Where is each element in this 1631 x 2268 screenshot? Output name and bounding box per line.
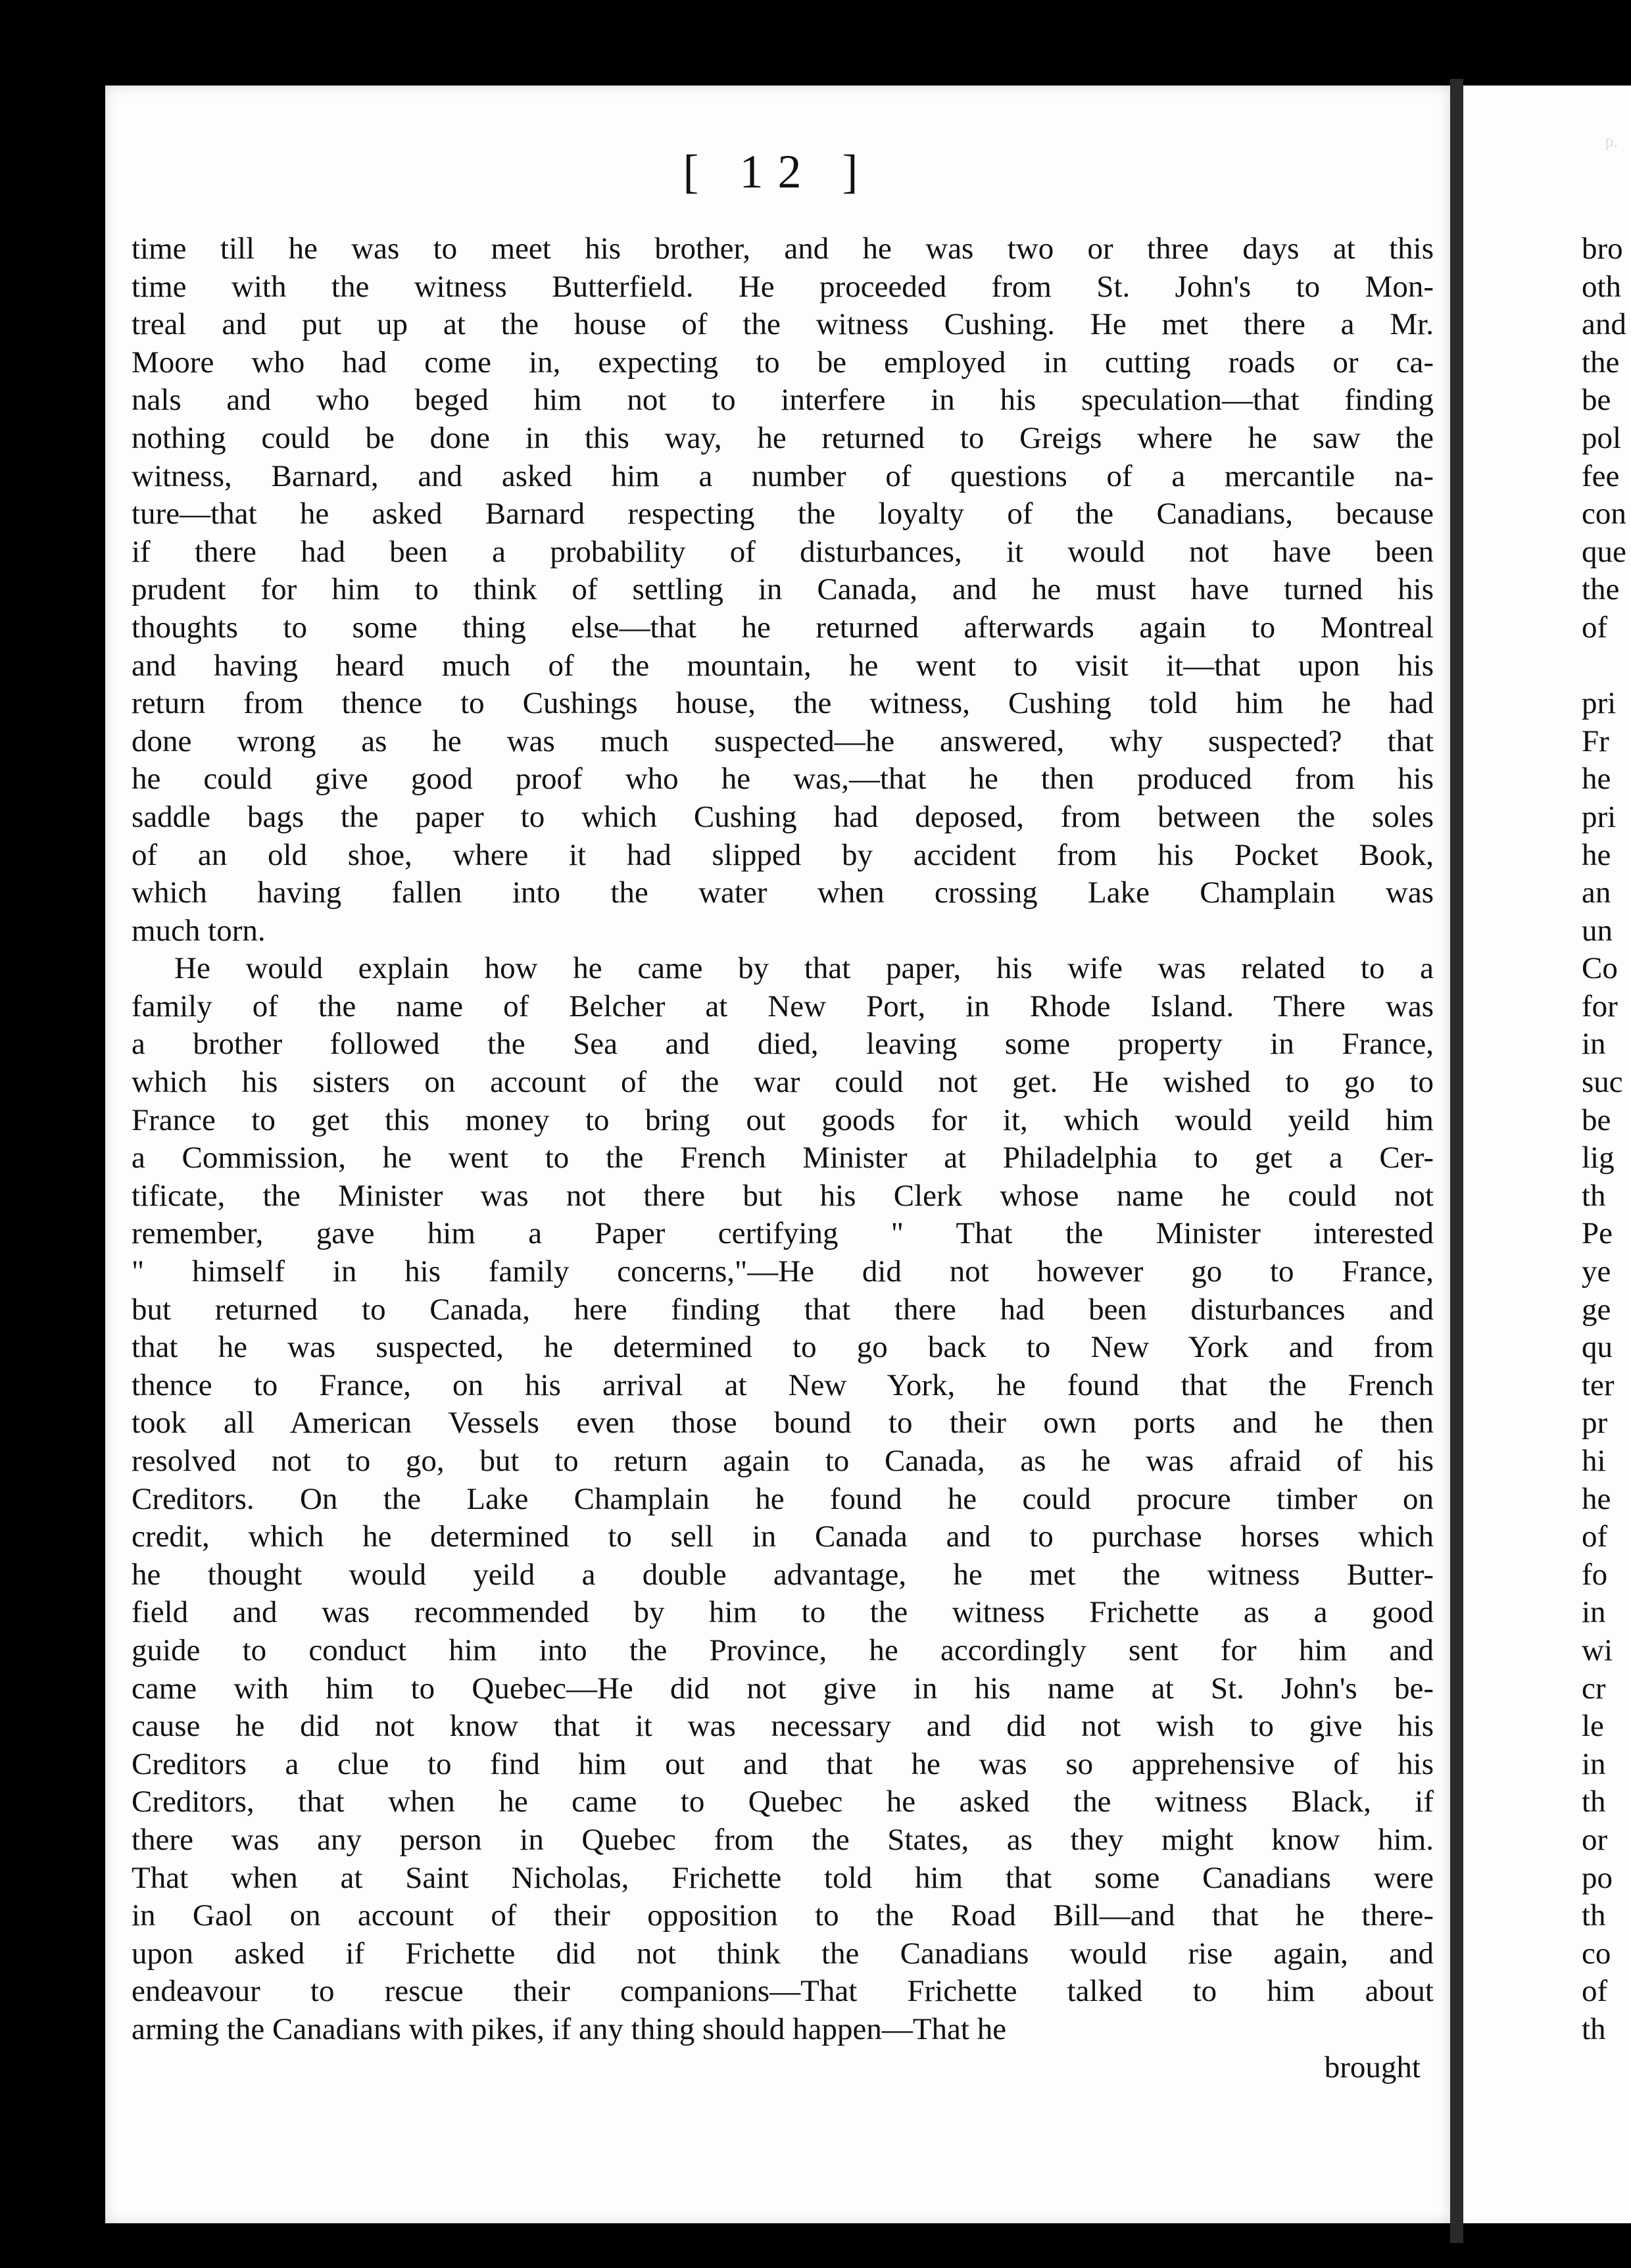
text-line: if there had been a probability of disturbances, it would not have been xyxy=(132,534,1434,569)
right-page-fragment: he xyxy=(1582,837,1611,872)
text-line: time with the witness Butterfield. He proceeded from St. John's to Mon- xyxy=(132,269,1434,304)
text-line: treal and put up at the house of the witness Cushing. He met there a Mr. xyxy=(132,307,1434,342)
text-line: he could give good proof who he was,—that he then produced from his xyxy=(132,762,1434,797)
right-page-fragment: and xyxy=(1582,307,1626,342)
right-page-fragment: an xyxy=(1582,875,1611,910)
right-page-fragment: suc xyxy=(1582,1065,1623,1100)
text-line: upon asked if Frichette did not think the Canadians would rise again, and xyxy=(132,1936,1434,1971)
right-page-fragment: fo xyxy=(1582,1557,1608,1592)
right-page-fragment: of xyxy=(1582,1519,1608,1554)
right-page-fragment: fee xyxy=(1582,458,1620,493)
text-line: endeavour to rescue their companions—That Frichette talked to him about xyxy=(132,1974,1434,2009)
catchword: brought xyxy=(1324,2050,1421,2084)
right-page-fragment: qu xyxy=(1582,1330,1613,1365)
right-page-fragment: un xyxy=(1582,913,1613,948)
right-page-fragment: he xyxy=(1582,762,1611,797)
text-line: field and was recommended by him to the witness Frichette as a good xyxy=(132,1595,1434,1630)
text-line: resolved not to go, but to return again to Canada, as he was afraid of his xyxy=(132,1444,1434,1478)
right-page-fragment: co xyxy=(1582,1936,1611,1971)
right-page-fragment: the xyxy=(1582,572,1620,607)
text-line: which his sisters on account of the war could not get. He wished to go to xyxy=(132,1065,1434,1100)
right-page-fragment: he xyxy=(1582,1481,1611,1516)
right-page-fragment: the xyxy=(1582,345,1620,380)
right-page-fragment: ge xyxy=(1582,1292,1611,1327)
right-page-fragment: th xyxy=(1582,1898,1606,1933)
right-page-fragment: ter xyxy=(1582,1368,1615,1402)
right-page-fragment: que xyxy=(1582,534,1626,569)
text-line: prudent for him to think of settling in Canada, and he must have turned his xyxy=(132,572,1434,607)
text-line: guide to conduct him into the Province, he accordingly sent for him and xyxy=(132,1633,1434,1667)
text-line: saddle bags the paper to which Cushing had deposed, from between the soles xyxy=(132,799,1434,834)
text-line: and having heard much of the mountain, he went to visit it—that upon his xyxy=(132,648,1434,683)
text-line: which having fallen into the water when crossing Lake Champlain was xyxy=(132,875,1434,910)
right-page-fragment: hi xyxy=(1582,1444,1606,1478)
right-page-fragment: lig xyxy=(1582,1141,1615,1175)
text-line: Creditors. On the Lake Champlain he found he could procure timber on xyxy=(132,1481,1434,1516)
right-page-fragment: po xyxy=(1582,1860,1613,1895)
text-line: That when at Saint Nicholas, Frichette told him that some Canadians were xyxy=(132,1860,1434,1895)
text-line: France to get this money to bring out goods for it, which would yeild him xyxy=(132,1102,1434,1137)
text-line: thence to France, on his arrival at New York, he found that the French xyxy=(132,1368,1434,1402)
right-page-fragment: Pe xyxy=(1582,1216,1613,1251)
text-line: He would explain how he came by that paper, his wife was related to a xyxy=(174,951,1434,986)
text-line: took all American Vessels even those bound to their own ports and he then xyxy=(132,1406,1434,1441)
right-page-fragment: pol xyxy=(1582,420,1622,455)
right-page-fragment: th xyxy=(1582,2011,1606,2046)
text-line: that he was suspected, he determined to go back to New York and from xyxy=(132,1330,1434,1365)
right-page-fragment: pri xyxy=(1582,799,1617,834)
text-line: Creditors a clue to find him out and that he was so apprehensive of his xyxy=(132,1746,1434,1781)
text-line: a brother followed the Sea and died, leaving some property in France, xyxy=(132,1027,1434,1062)
right-page-fragment: for xyxy=(1582,989,1618,1023)
left-page xyxy=(105,86,1450,2223)
right-page-fragment: ye xyxy=(1582,1254,1611,1289)
right-page-fragment: th xyxy=(1582,1785,1606,1819)
right-page-fragment: pr xyxy=(1582,1406,1608,1441)
right-page-fragment: th xyxy=(1582,1178,1606,1213)
right-page-fragments xyxy=(1582,230,1631,2049)
text-line: done wrong as he was much suspected—he answered, why suspected? that xyxy=(132,724,1434,758)
text-line: Creditors, that when he came to Quebec he asked the witness Black, if xyxy=(132,1785,1434,1819)
text-line: witness, Barnard, and asked him a number of questions of a mercantile na- xyxy=(132,458,1434,493)
right-page-fragment: Co xyxy=(1582,951,1618,986)
text-line: Moore who had come in, expecting to be employed in cutting roads or ca- xyxy=(132,345,1434,380)
corner-mark: p. xyxy=(1605,132,1618,151)
right-page-fragment: pri xyxy=(1582,686,1617,721)
right-page-fragment: Fr xyxy=(1582,724,1609,758)
text-line: much torn. xyxy=(132,913,266,948)
page-gutter xyxy=(1450,79,1463,2243)
right-page-fragment: in xyxy=(1582,1595,1606,1630)
text-line: time till he was to meet his brother, and he was two or three days at this xyxy=(132,232,1434,266)
right-page-fragment: be xyxy=(1582,1102,1611,1137)
text-line: nals and who beged him not to interfere in his speculation—that finding xyxy=(132,383,1434,418)
right-page-fragment: in xyxy=(1582,1027,1606,1062)
right-page-fragment: in xyxy=(1582,1746,1606,1781)
paragraph-2 xyxy=(132,950,1434,2048)
page-number: [ 12 ] xyxy=(683,145,873,198)
text-line: of an old shoe, where it had slipped by accident from his Pocket Book, xyxy=(132,837,1434,872)
text-line: return from thence to Cushings house, the witness, Cushing told him he had xyxy=(132,686,1434,721)
right-page-fragment: of xyxy=(1582,1974,1608,2009)
text-line: a Commission, he went to the French Minister at Philadelphia to get a Cer- xyxy=(132,1141,1434,1175)
text-line: in Gaol on account of their opposition to the Road Bill—and that he there- xyxy=(132,1898,1434,1933)
text-line: " himself in his family concerns,"—He did not however go to France, xyxy=(132,1254,1434,1289)
body-text xyxy=(132,230,1434,2086)
text-line: arming the Canadians with pikes, if any thing should happen—That he xyxy=(132,2011,1007,2046)
text-line: came with him to Quebec—He did not give in his name at St. John's be- xyxy=(132,1671,1434,1706)
right-page-fragment: le xyxy=(1582,1709,1604,1744)
right-page-fragment: oth xyxy=(1582,269,1622,304)
right-page-fragment: or xyxy=(1582,1822,1608,1857)
text-line: cause he did not know that it was necessary and did not wish to give his xyxy=(132,1709,1434,1744)
right-page-fragment: of xyxy=(1582,610,1608,645)
text-line: remember, gave him a Paper certifying " That the Minister interested xyxy=(132,1216,1434,1251)
text-line: there was any person in Quebec from the States, as they might know him. xyxy=(132,1822,1434,1857)
text-line: tificate, the Minister was not there but his Clerk whose name he could not xyxy=(132,1178,1434,1213)
text-line: thoughts to some thing else—that he returned afterwards again to Montreal xyxy=(132,610,1434,645)
text-line: family of the name of Belcher at New Port, in Rhode Island. There was xyxy=(132,989,1434,1023)
text-line: but returned to Canada, here finding that there had been disturbances and xyxy=(132,1292,1434,1327)
right-page-fragment: con xyxy=(1582,497,1626,531)
right-page-fragment: be xyxy=(1582,383,1611,418)
right-page-fragment xyxy=(1582,647,1631,685)
right-page xyxy=(1463,86,1631,2223)
text-line: ture—that he asked Barnard respecting the loyalty of the Canadians, because xyxy=(132,497,1434,531)
paragraph-1 xyxy=(132,230,1434,950)
text-line: nothing could be done in this way, he returned to Greigs where he saw the xyxy=(132,420,1434,455)
text-line: credit, which he determined to sell in Canada and to purchase horses which xyxy=(132,1519,1434,1554)
right-page-fragment: cr xyxy=(1582,1671,1606,1706)
right-page-fragment: wi xyxy=(1582,1633,1613,1667)
right-page-fragment: bro xyxy=(1582,232,1623,266)
text-line: he thought would yeild a double advantage, he met the witness Butter- xyxy=(132,1557,1434,1592)
